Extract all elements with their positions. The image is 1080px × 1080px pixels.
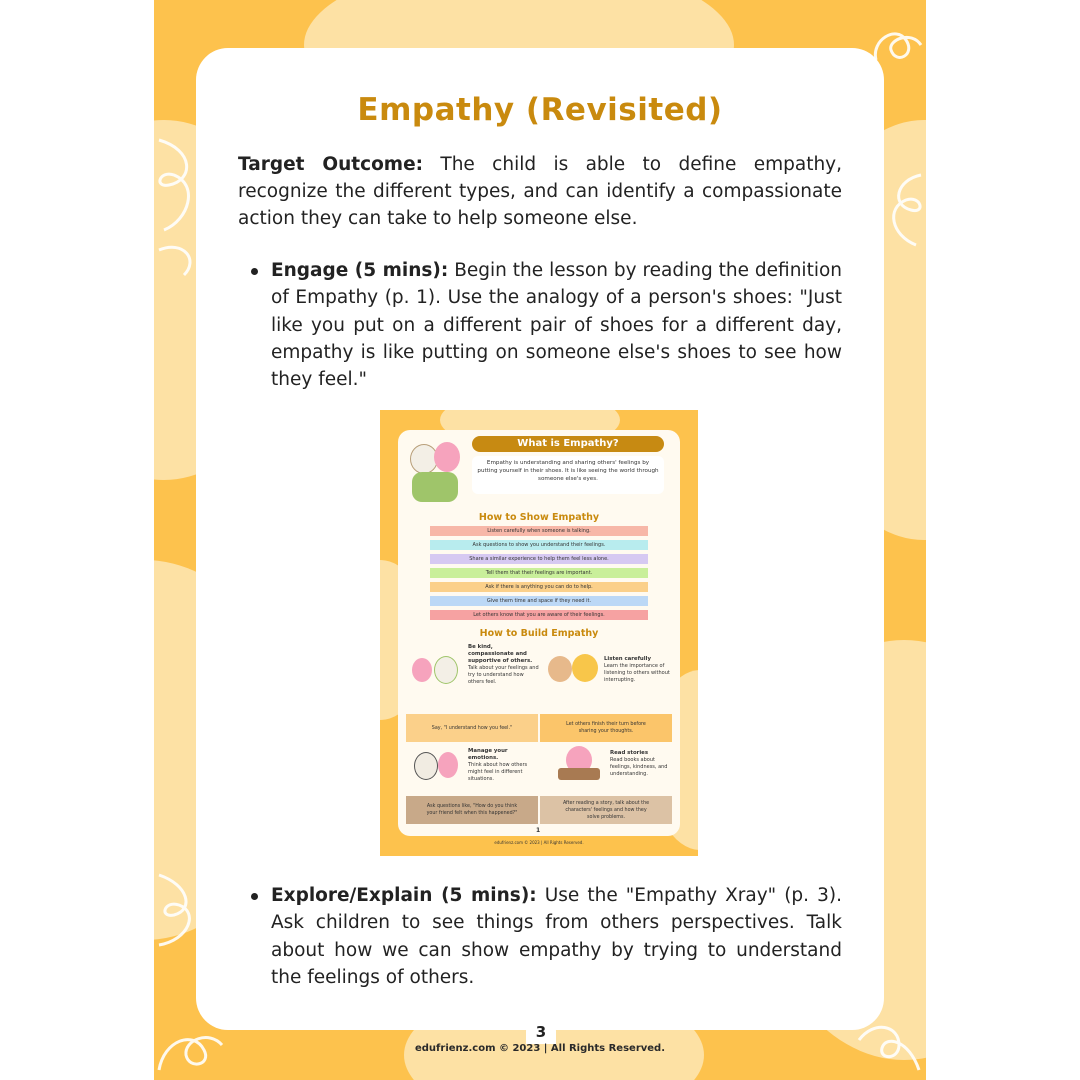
engage-label: Engage (5 mins): [271, 260, 449, 281]
build-item-body: Read books about feelings, kindness, and understanding. [610, 757, 668, 777]
cow-character [434, 656, 458, 684]
explore-label: Explore/Explain (5 mins): [271, 885, 537, 906]
target-outcome-text: The child is able to define empathy, recognize the different types, and can identify a compassionate action they can take to help someone else. [238, 154, 843, 229]
panda-character [414, 752, 438, 780]
content-card [196, 48, 884, 1030]
show-row: Ask if there is anything you can do to help. [430, 582, 648, 592]
tip-panel: After reading a story, talk about the characters' feelings and how they solve problems. [540, 796, 672, 824]
thumb-definition: Empathy is understanding and sharing others' feelings by putting yourself in their shoes. It is like seeing the world through someone else's eyes. [472, 456, 664, 494]
thumb-page-number: 1 [536, 827, 541, 834]
build-item-body: Talk about your feelings and try to understand how others feel. [468, 665, 539, 685]
show-row: Give them time and space if they need it. [430, 596, 648, 606]
bunny-character [412, 658, 432, 682]
explore-text: Use the "Empathy Xray" (p. 3). Ask children to see things from others perspectives. Talk about how we can show empathy by trying to understand the feelings of others. [271, 885, 842, 988]
bunny-character [438, 752, 458, 778]
engage-bullet [271, 257, 842, 393]
tip-panel: Ask questions like, "How do you think your friend felt when this happened?" [406, 796, 538, 824]
cat-character [572, 654, 598, 682]
show-row: Let others know that you are aware of their feelings. [430, 610, 648, 620]
tip-panel: Say, "I understand how you feel." [406, 714, 538, 742]
show-row: Ask questions to show you understand their feelings. [430, 540, 648, 550]
thumb-title: What is Empathy? [472, 436, 664, 452]
page-title: Empathy (Revisited) [357, 92, 723, 128]
build-item-title: Read stories [610, 750, 649, 756]
show-empathy-heading: How to Show Empathy [478, 512, 600, 523]
show-row: Share a similar experience to help them feel less alone. [430, 554, 648, 564]
build-item-body: Learn the importance of listening to others without interrupting. [604, 663, 670, 683]
target-outcome-label: Target Outcome: [238, 154, 424, 175]
target-outcome [238, 151, 842, 232]
bunny-character [434, 442, 460, 472]
show-row: Tell them that their feelings are important. [430, 568, 648, 578]
build-item-title: Be kind, compassionate and supportive of others. [468, 644, 533, 664]
thumb-footer: edufrienz.com © 2023 | All Rights Reserved. [494, 840, 584, 845]
build-item [610, 750, 674, 778]
desk [558, 768, 600, 780]
characters-body [412, 472, 458, 502]
build-item [468, 748, 536, 783]
build-item-title: Manage your emotions. [468, 748, 508, 761]
explore-bullet [271, 882, 842, 991]
otter-character [548, 656, 572, 682]
engage-text: Begin the lesson by reading the definition of Empathy (p. 1). Use the analogy of a person's shoes: "Just like you put on a different pair of shoes for a different day, empathy is like putting on someone else's shoes to see how they feel." [271, 260, 843, 391]
build-item-title: Listen carefully [604, 656, 651, 662]
show-row: Listen carefully when someone is talking. [430, 526, 648, 536]
page-background [154, 0, 926, 1080]
build-empathy-heading: How to Build Empathy [479, 628, 599, 639]
tip-panel: Let others finish their turn before sharing your thoughts. [540, 714, 672, 742]
build-item [604, 656, 674, 684]
worksheet-thumbnail [380, 410, 698, 856]
page-footer: edufrienz.com © 2023 | All Rights Reserved. [414, 1043, 666, 1054]
page-number: 3 [526, 1018, 556, 1044]
build-item-body: Think about how others might feel in different situations. [468, 762, 528, 782]
thumb-card [398, 430, 680, 836]
build-item [468, 644, 540, 686]
